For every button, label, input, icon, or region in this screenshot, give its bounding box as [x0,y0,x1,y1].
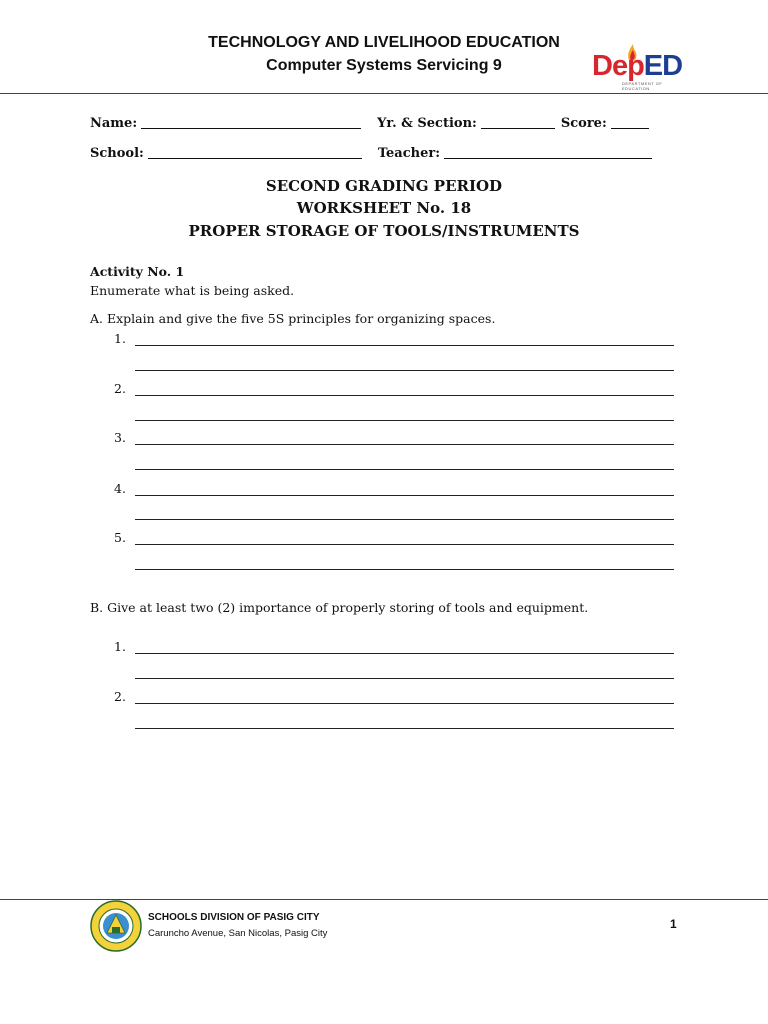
answer-number: 5. [114,530,126,545]
name-field[interactable] [141,116,361,129]
activity-label: Activity No. 1 [90,264,185,279]
answer-number: 1. [114,639,126,654]
page-number: 1 [670,917,677,931]
answer-line[interactable] [135,420,674,421]
answer-number: 2. [114,381,126,396]
seal-icon [90,900,142,952]
name-label: Name: [90,116,138,131]
grading-period-title: SECOND GRADING PERIOD [265,177,503,195]
question-b: B. Give at least two (2) importance of properly storing of tools and equipment. [90,600,589,615]
document-title: TECHNOLOGY AND LIVELIHOOD EDUCATION [208,34,560,51]
section-field[interactable] [481,116,555,129]
score-field[interactable] [611,116,649,129]
student-info-row [90,116,674,131]
footer-division-name: SCHOOLS DIVISION OF PASIG CITY [148,912,320,923]
school-label: School: [90,146,144,161]
worksheet-title: WORKSHEET No. 18 [296,199,472,217]
footer-address: Caruncho Avenue, San Nicolas, Pasig City [148,928,328,939]
question-a: A. Explain and give the five 5S principles for organizing spaces. [90,311,496,326]
activity-instruction: Enumerate what is being asked. [90,283,295,298]
answer-line[interactable] [135,345,674,346]
answer-line[interactable] [135,519,674,520]
answer-line[interactable] [135,569,674,570]
answer-line[interactable] [135,728,674,729]
answer-line[interactable] [135,469,674,470]
answer-line[interactable] [135,653,674,654]
school-field[interactable] [148,146,362,159]
answer-line[interactable] [135,544,674,545]
deped-logo [592,42,688,90]
answer-number: 2. [114,689,126,704]
answer-line[interactable] [135,444,674,445]
score-label: Score: [560,116,607,131]
answer-line[interactable] [135,495,674,496]
answer-line[interactable] [135,678,674,679]
deped-logo-subtext: DEPARTMENT OF EDUCATION [622,81,663,91]
answer-line[interactable] [135,703,674,704]
header-divider [0,93,768,94]
deped-logo-text: DepED [592,50,683,82]
answer-line[interactable] [135,370,674,371]
answer-line[interactable] [135,395,674,396]
answer-number: 3. [114,430,126,445]
school-info-row [90,146,674,161]
answer-number: 1. [114,331,126,346]
teacher-field[interactable] [444,146,652,159]
document-subtitle: Computer Systems Servicing 9 [266,57,502,74]
topic-title: PROPER STORAGE OF TOOLS/INSTRUMENTS [188,222,580,240]
teacher-label: Teacher: [377,146,441,161]
section-label: Yr. & Section: [377,116,477,131]
division-seal [90,900,142,952]
answer-number: 4. [114,481,126,496]
